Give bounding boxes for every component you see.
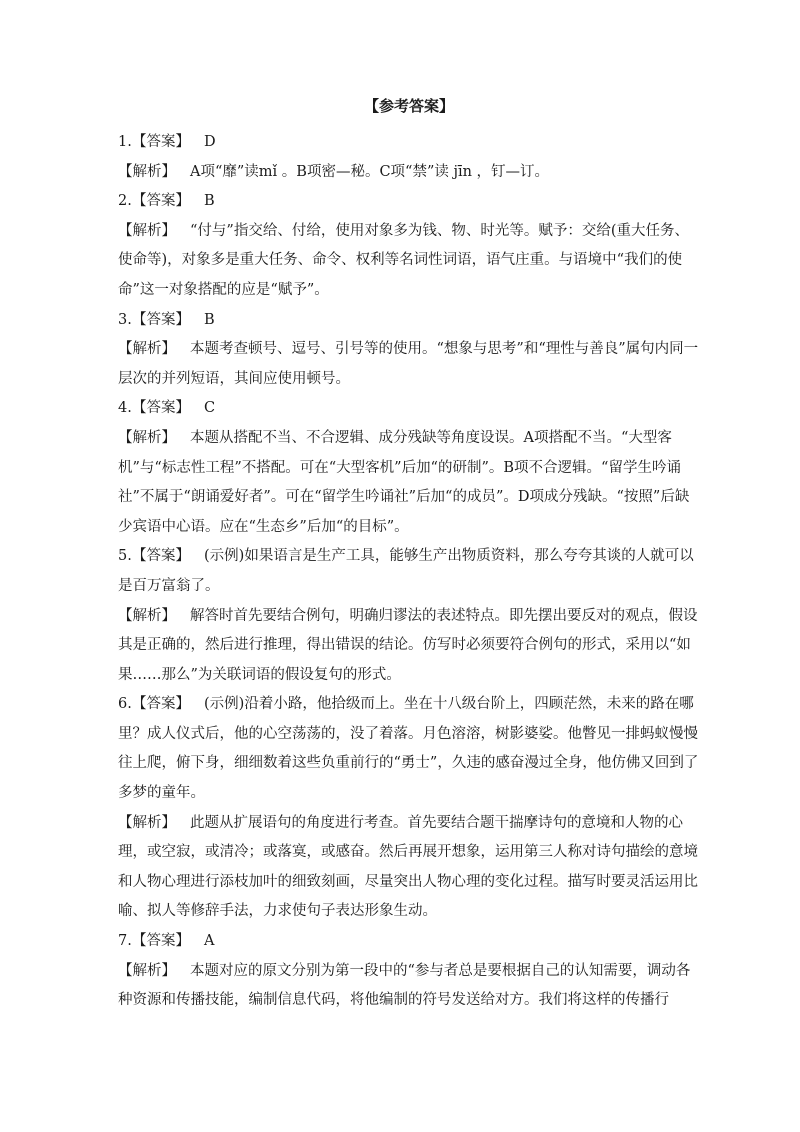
answer-tag: 【答案】	[132, 548, 190, 565]
answer-tag: 【答案】	[132, 933, 190, 950]
answer-value: (示例)如果语言是生产工具，能够生产出物质资料，那么夸夸其谈的人就可以是百万富翁了。	[118, 548, 694, 594]
answer-tag: 【答案】	[132, 696, 190, 713]
analysis-item-3	[118, 335, 700, 394]
analysis-text: 本题对应的原文分别为第一段中的“参与者总是要根据自己的认知需要，调动各种资源和传播技能，编制信息代码，将他编制的符号发送给对方。我们将这样的传播行	[118, 962, 691, 1009]
answer-item-5	[118, 542, 700, 601]
answer-value: B	[204, 193, 215, 210]
answer-item-1	[118, 128, 700, 158]
analysis-item-4	[118, 424, 700, 542]
analysis-text: “付与”指交给、付给，使用对象多为钱、物、时光等。赋予：交给(重大任务、使命等)，对象多是重大任务、命令、权利等名词性词语，语气庄重。与语境中“我们的使命”这一对象搭配的应是“赋予”。	[118, 222, 689, 298]
analysis-tag: 【解析】	[118, 222, 176, 239]
analysis-text: 此题从扩展语句的角度进行考查。首先要结合题干揣摩诗句的意境和人物的心理，或空寂，或清冷；或落寞，或感奋。然后再展开想象，运用第三人称对诗句描绘的意境和人物心理进行添枝加叶的细致刻画，尽量突出人物心理的变化过程。描写时要灵活运用比喻、拟人等修辞手法，力求使句子表达形象生动。	[118, 814, 698, 920]
answer-item-7	[118, 927, 700, 957]
analysis-text: 解答时首先要结合例句，明确归谬法的表述特点。即先摆出要反对的观点，假设其是正确的，然后进行推理，得出错误的结论。仿写时必须要符合例句的形式，采用以“如果……那么”为关联词语的假设复句的形式。	[118, 607, 698, 683]
answer-list	[118, 128, 700, 1016]
analysis-item-6	[118, 809, 700, 927]
analysis-text: 本题从搭配不当、不合逻辑、成分残缺等角度设误。A项搭配不当。“大型客机”与“标志性工程”不搭配。可在“大型客机”后加“的研制”。B项不合逻辑。“留学生吟诵社”不属于“朗诵爱好者”。可在“留学生吟诵社”后加“的成员”。D项成分残缺。“按照”后缺少宾语中心语。应在“生态乡”后加“的目标”。	[118, 429, 690, 535]
answer-tag: 【答案】	[132, 400, 190, 417]
analysis-text: A项“靡”读mǐ 。B项密—秘。C项“禁”读 jīn ，钉—订。	[190, 163, 550, 180]
analysis-tag: 【解析】	[118, 429, 176, 446]
analysis-text: 本题考查顿号、逗号、引号等的使用。“想象与思考”和“理性与善良”属句内同一层次的并列短语，其间应使用顿号。	[118, 341, 699, 387]
answer-item-4	[118, 394, 700, 424]
item-number: 5.	[118, 548, 132, 565]
item-number: 2.	[118, 193, 132, 210]
answer-item-6	[118, 690, 700, 808]
analysis-tag: 【解析】	[118, 341, 176, 358]
analysis-tag: 【解析】	[118, 962, 176, 979]
answer-value: B	[204, 311, 215, 328]
answer-tag: 【答案】	[132, 311, 190, 328]
analysis-tag: 【解析】	[118, 607, 176, 624]
analysis-item-5	[118, 602, 700, 691]
analysis-tag: 【解析】	[118, 814, 176, 831]
answer-item-3	[118, 306, 700, 336]
page-title: 【参考答案】	[363, 97, 454, 115]
analysis-item-2	[118, 217, 700, 306]
answer-tag: 【答案】	[132, 193, 190, 210]
analysis-item-7	[118, 957, 700, 1016]
answer-value: A	[204, 933, 215, 950]
analysis-item-1	[118, 158, 700, 188]
answer-item-2	[118, 187, 700, 217]
item-number: 7.	[118, 933, 132, 950]
item-number: 3.	[118, 311, 132, 328]
analysis-tag: 【解析】	[118, 163, 176, 180]
item-number: 1.	[118, 134, 132, 150]
answer-value: (示例)沿着小路，他拾级而上。坐在十八级台阶上，四顾茫然，未来的路在哪里？成人仪式后，他的心空荡荡的，没了着落。月色溶溶，树影婆娑。他瞥见一排蚂蚁慢慢往上爬，俯下身，细细数着这些负重前行的“勇士”，久违的感奋漫过全身，他仿佛又回到了多梦的童年。	[118, 696, 699, 802]
answer-value: C	[204, 400, 216, 417]
item-number: 6.	[118, 696, 132, 713]
answer-tag: 【答案】	[132, 134, 190, 150]
item-number: 4.	[118, 400, 132, 417]
answer-value: D	[204, 134, 216, 150]
